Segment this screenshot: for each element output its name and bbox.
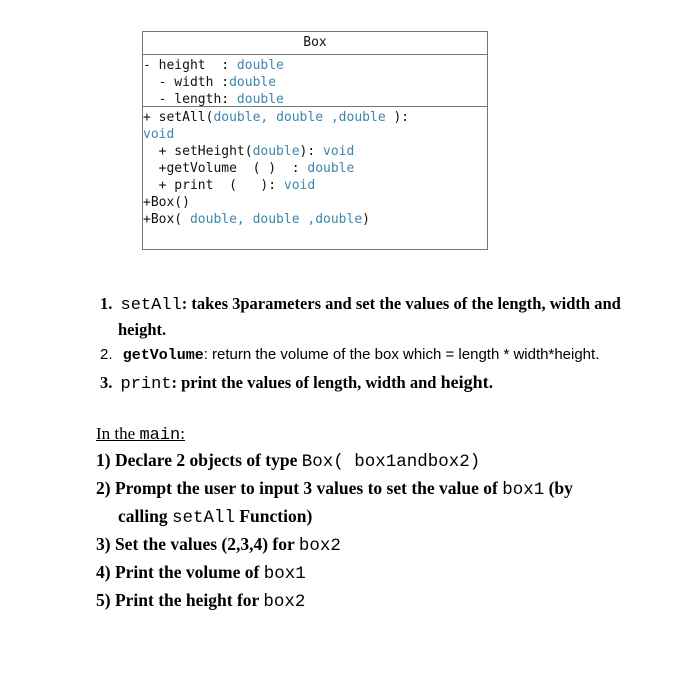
uml-attributes	[143, 55, 487, 107]
uml-op-constructor-default: +Box()	[143, 195, 190, 210]
uml-op-setheight: + setHeight(double): void	[143, 144, 355, 159]
method-item-setall-cont: height.	[118, 320, 167, 339]
main-step-1: 1) Declare 2 objects of type Box( box1andbox2)	[96, 450, 481, 472]
uml-class-name: Box	[143, 32, 487, 55]
uml-attribute-length: - length: double	[143, 92, 284, 107]
main-section-heading: In the main:	[96, 424, 185, 445]
main-step-4: 4) Print the volume of box1	[96, 562, 306, 584]
main-step-5: 5) Print the height for box2	[96, 590, 306, 612]
method-item-setall: 1. setAll: takes 3parameters and set the values of the length, width and	[100, 294, 621, 315]
uml-attribute-width: - width :double	[143, 75, 277, 90]
main-step-3: 3) Set the values (2,3,4) for box2	[96, 534, 341, 556]
main-step-2-cont: calling setAll Function)	[118, 506, 313, 528]
uml-op-constructor-params: +Box( double, double ,double)	[143, 212, 370, 227]
uml-operations	[143, 107, 487, 228]
uml-op-getvolume: +getVolume ( ) : double	[143, 161, 355, 176]
uml-op-setall: + setAll(double, double ,double ):	[143, 110, 410, 125]
method-item-print: 3. print: print the values of length, width and height.	[100, 372, 494, 394]
uml-op-setall-return: void	[143, 127, 175, 142]
uml-class-diagram	[142, 31, 488, 250]
main-step-2: 2) Prompt the user to input 3 values to set the value of box1 (by	[96, 478, 573, 500]
uml-op-print: + print ( ): void	[143, 178, 316, 193]
method-item-getvolume: 2. getVolume: return the volume of the box which = length * width*height.	[100, 346, 600, 364]
uml-attribute-height: - height : double	[143, 58, 284, 73]
